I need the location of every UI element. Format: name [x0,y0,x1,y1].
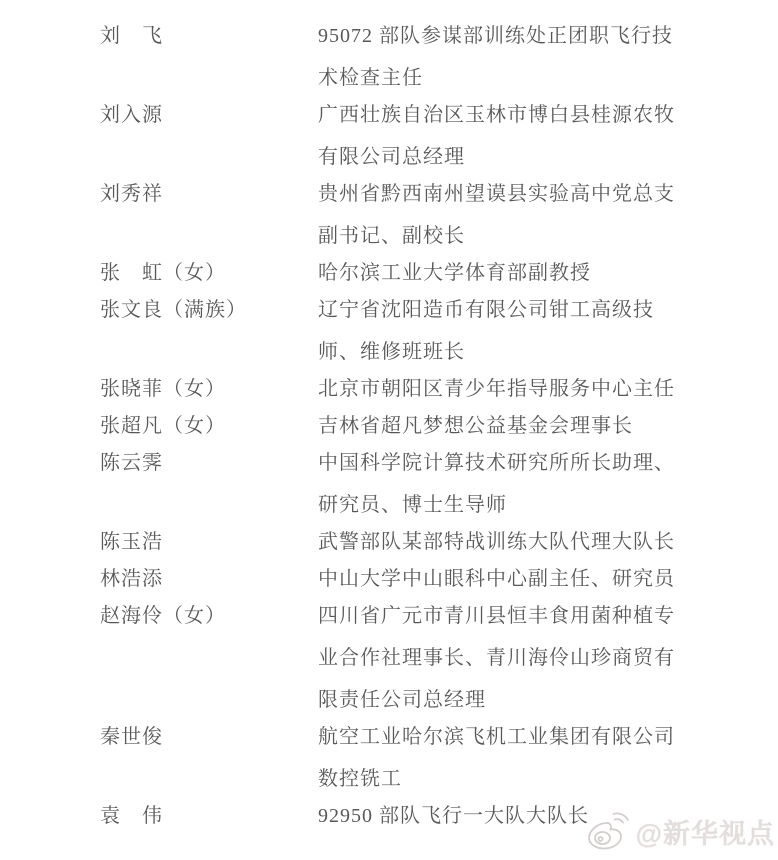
entry-row [100,405,778,447]
entry-row [100,252,778,294]
entry-description-line: 术检查主任 [318,67,423,89]
entry-row [100,595,778,721]
entry-description [318,716,680,800]
entry-name: 刘秀祥 [100,183,163,205]
entry-name: 刘入源 [100,104,163,126]
entry-description-line: 92950 部队飞行一大队大队长 [318,805,589,827]
entry-name: 张超凡（女） [100,415,226,437]
entry-name: 袁 伟 [100,805,163,827]
entry-description-line: 研究员、博士生导师 [318,494,507,516]
entry-name: 赵海伶（女） [100,605,226,627]
entry-description-line: 武警部队某部特战训练大队代理大队长 [318,531,675,553]
entry-description-line: 数控铣工 [318,768,402,790]
entry-row [100,94,778,178]
entry-description-line: 中山大学中山眼科中心副主任、研究员 [318,568,675,590]
entry-description [318,15,680,99]
entry-description-line: 广西壮族自治区玉林市博白县桂源农牧 [318,104,675,126]
entry-row [100,442,778,526]
entry-description [318,595,680,721]
entry-description-line: 业合作社理事长、青川海伶山珍商贸有 [318,647,675,669]
entry-description-line: 四川省广元市青川县恒丰食用菌种植专 [318,605,675,627]
watermark-handle: @新华视点 [635,818,775,849]
entry-description-line: 哈尔滨工业大学体育部副教授 [318,262,591,284]
entry-description-line: 师、维修班班长 [318,341,465,363]
entry-row [100,558,778,600]
entry-name: 张晓菲（女） [100,378,226,400]
entry-row [100,716,778,800]
entry-description-line: 航空工业哈尔滨飞机工业集团有限公司 [318,726,675,748]
entry-row [100,15,778,99]
entry-description [318,521,680,563]
entry-description [318,405,680,447]
entry-description-line: 贵州省黔西南州望谟县实验高中党总支 [318,183,675,205]
entry-description [318,368,680,410]
entry-description-line: 辽宁省沈阳造币有限公司钳工高级技 [318,299,654,321]
entry-name: 张 虹（女） [100,262,226,284]
entry-name: 陈云霁 [100,452,163,474]
entry-description-line: 北京市朝阳区青少年指导服务中心主任 [318,378,675,400]
weibo-icon [585,810,631,852]
entry-name: 刘 飞 [100,25,163,47]
entry-name: 秦世俊 [100,726,163,748]
entry-row [100,521,778,563]
entry-name: 张文良（满族） [100,299,247,321]
entry-description-line: 限责任公司总经理 [318,689,486,711]
entry-description [318,442,680,526]
entry-description-line: 吉林省超凡梦想公益基金会理事长 [318,415,633,437]
entry-description-line: 有限公司总经理 [318,146,465,168]
entry-name: 陈玉浩 [100,531,163,553]
entry-description [318,94,680,178]
entry-description [318,558,680,600]
entry-description-line: 中国科学院计算技术研究所所长助理、 [318,452,675,474]
entry-row [100,368,778,410]
entry-description [318,173,680,257]
entry-description-line: 95072 部队参谋部训练处正团职飞行技 [318,25,673,47]
entry-description-line: 副书记、副校长 [318,225,465,247]
entry-row [100,289,778,373]
entry-row [100,173,778,257]
watermark [585,810,775,852]
entry-description [318,252,680,294]
entry-description [318,289,680,373]
entry-name: 林浩添 [100,568,163,590]
